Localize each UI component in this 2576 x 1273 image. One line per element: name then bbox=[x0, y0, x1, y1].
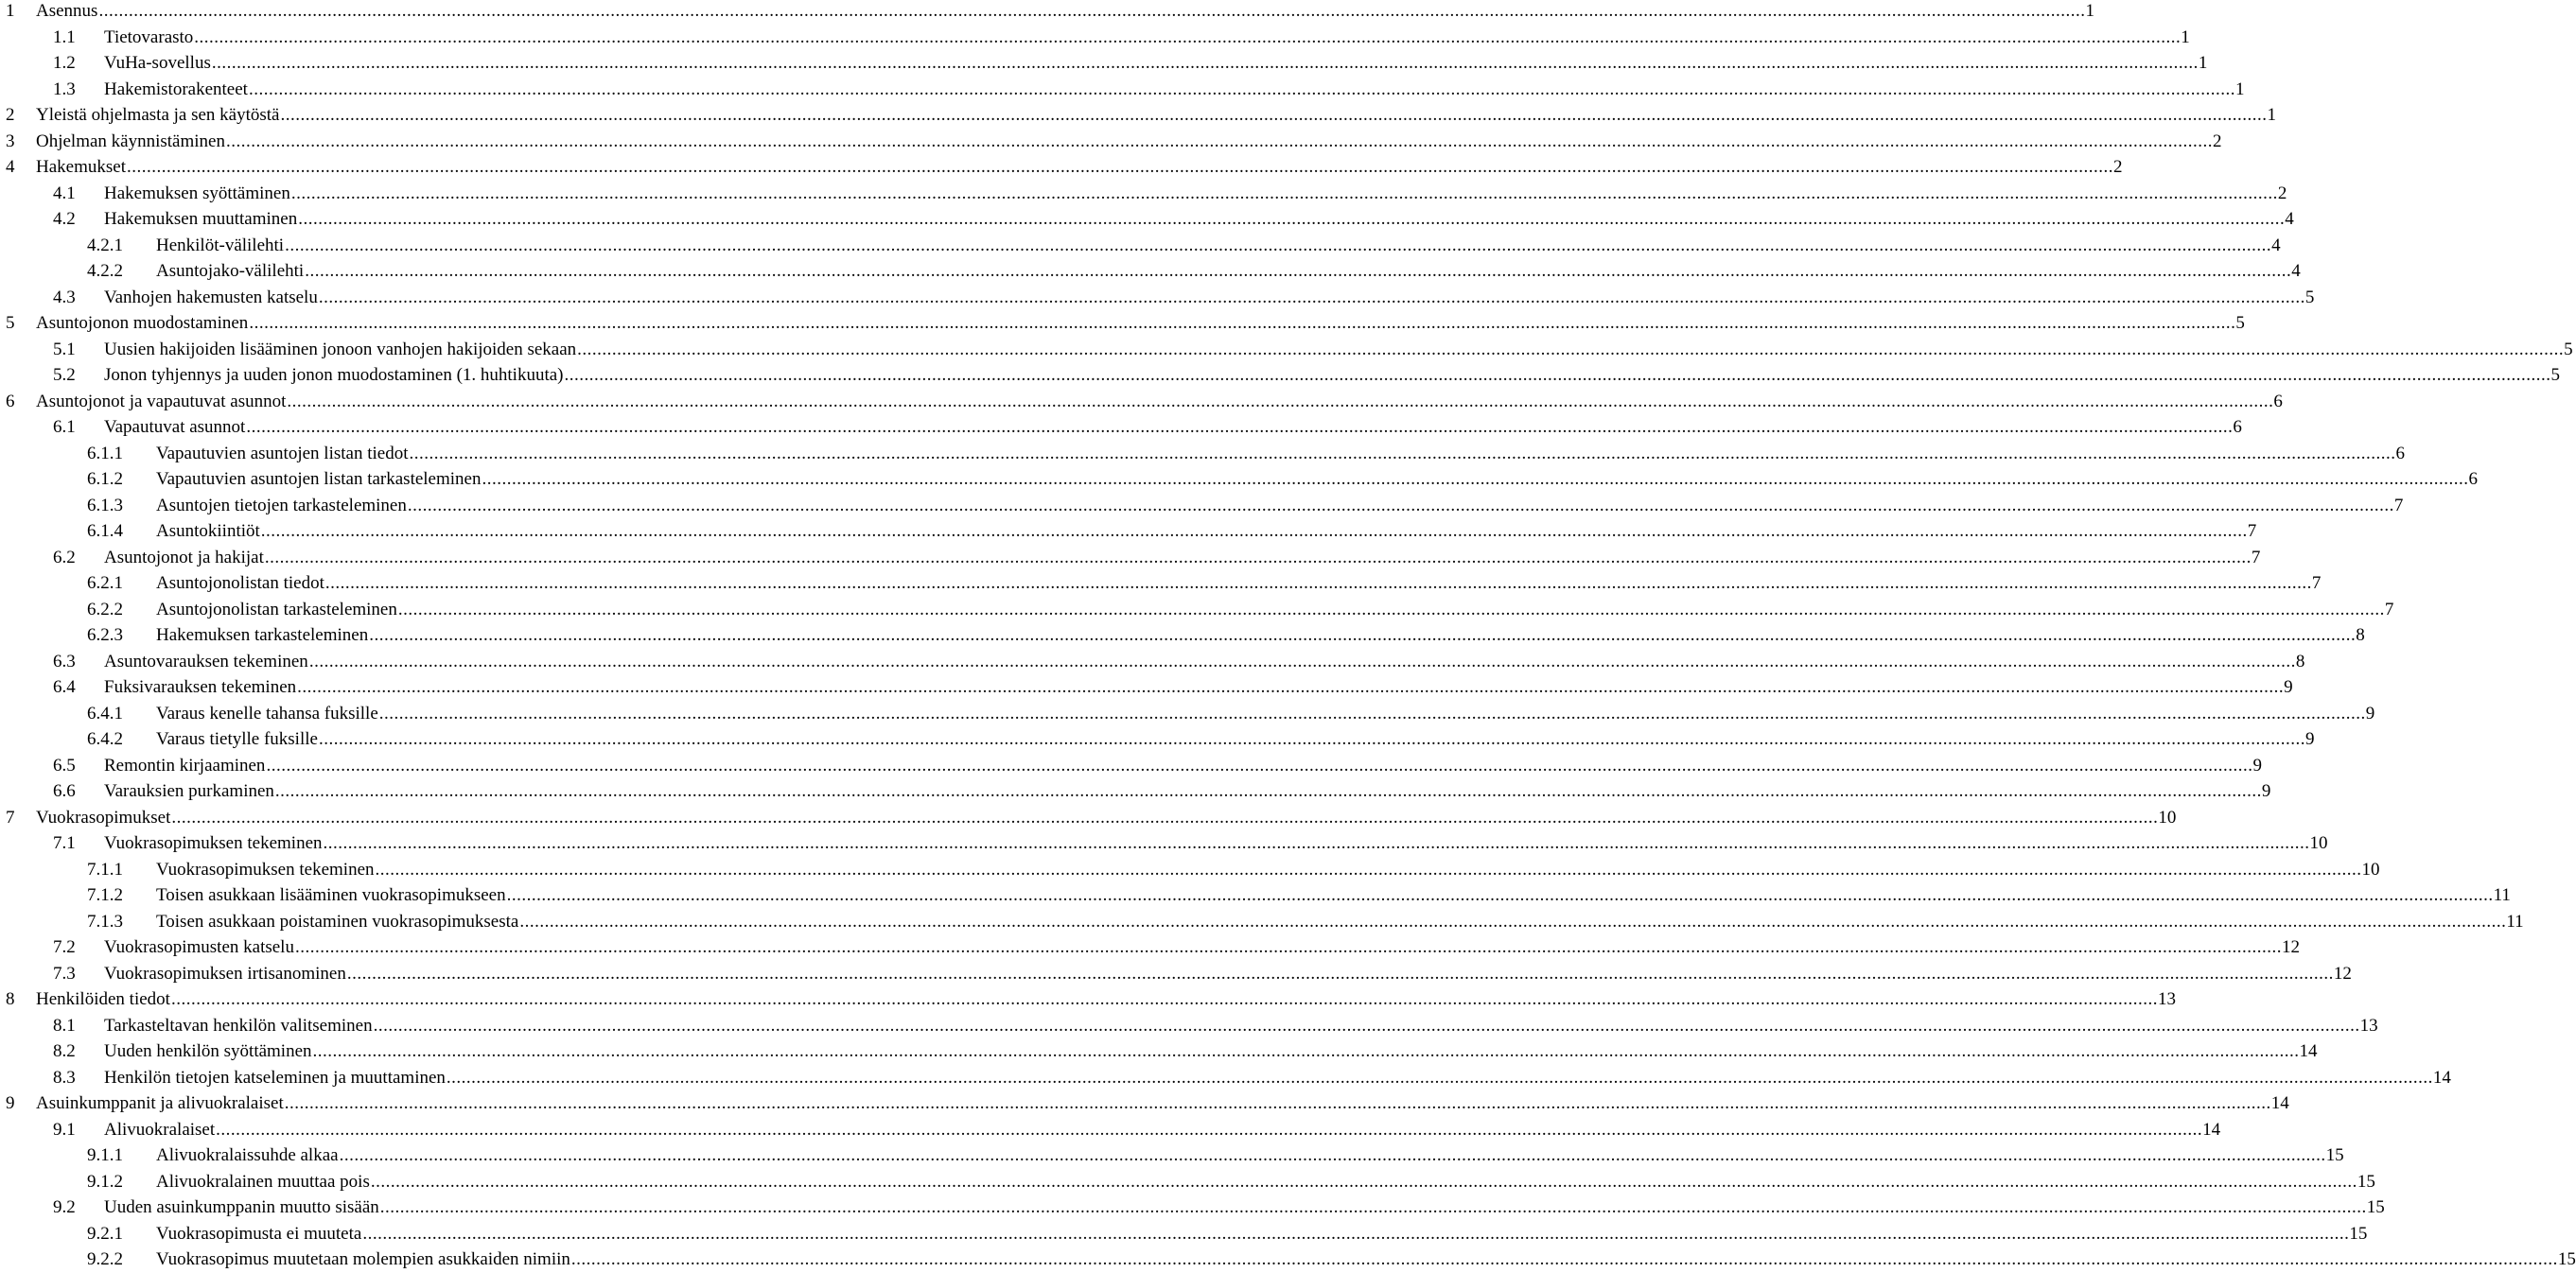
toc-entry[interactable] bbox=[0, 0, 2094, 25]
dot-leader: ................................................................................................................................................................................................................................................................................................................................................................................................................ bbox=[379, 1197, 2367, 1217]
dot-leader: ................................................................................................................................................................................................................................................................................................................................................................................................................ bbox=[369, 625, 2357, 645]
toc-entry-line bbox=[156, 466, 2478, 493]
toc-entry-number: 4.2.1 bbox=[87, 235, 123, 255]
toc-entry-page: 9 bbox=[2305, 726, 2315, 753]
dot-leader: ................................................................................................................................................................................................................................................................................................................................................................................................................ bbox=[375, 859, 2362, 880]
toc-entry[interactable] bbox=[0, 1221, 2368, 1247]
toc-entry-number: 4.2.2 bbox=[87, 261, 123, 281]
toc-entry-number: 5.2 bbox=[53, 365, 76, 385]
toc-entry-line bbox=[156, 1221, 2368, 1247]
dot-leader: ................................................................................................................................................................................................................................................................................................................................................................................................................ bbox=[482, 469, 2469, 489]
toc-entry[interactable] bbox=[0, 50, 2208, 77]
toc-entry-title: Vuokrasopimuksen tekeminen bbox=[104, 830, 324, 857]
toc-entry[interactable] bbox=[0, 674, 2293, 701]
toc-entry[interactable] bbox=[0, 1013, 2378, 1039]
toc-entry-title: Henkilön tietojen katseleminen ja muuttaminen bbox=[104, 1065, 447, 1091]
dot-leader: ................................................................................................................................................................................................................................................................................................................................................................................................................ bbox=[274, 781, 2262, 801]
toc-entry-page: 15 bbox=[2558, 1247, 2576, 1273]
toc-entry-line bbox=[156, 233, 2281, 259]
toc-entry-title: Alivuokralaissuhde alkaa bbox=[156, 1142, 340, 1169]
toc-entry-line bbox=[104, 362, 2561, 389]
dot-leader: ................................................................................................................................................................................................................................................................................................................................................................................................................ bbox=[312, 1041, 2300, 1061]
toc-entry-line bbox=[104, 77, 2245, 103]
dot-leader: ................................................................................................................................................................................................................................................................................................................................................................................................................ bbox=[519, 911, 2507, 932]
toc-entry[interactable] bbox=[0, 701, 2375, 727]
toc-entry-page: 10 bbox=[2158, 805, 2176, 831]
toc-entry[interactable] bbox=[0, 25, 2190, 51]
dot-leader: ................................................................................................................................................................................................................................................................................................................................................................................................................ bbox=[246, 417, 2234, 437]
dot-leader: ................................................................................................................................................................................................................................................................................................................................................................................................................ bbox=[378, 703, 2366, 724]
toc-entry-title: Vuokrasopimuksen tekeminen bbox=[156, 857, 376, 883]
toc-entry-page: 5 bbox=[2551, 362, 2561, 389]
toc-entry-page: 2 bbox=[2113, 154, 2123, 181]
toc-entry-page: 4 bbox=[2285, 206, 2294, 233]
toc-entry-page: 11 bbox=[2494, 882, 2511, 909]
toc-entry-number: 6.2.2 bbox=[87, 599, 123, 619]
toc-entry-page: 5 bbox=[2235, 310, 2245, 337]
toc-entry-line bbox=[104, 674, 2293, 701]
toc-entry[interactable] bbox=[0, 597, 2394, 623]
dot-leader: ................................................................................................................................................................................................................................................................................................................................................................................................................ bbox=[409, 443, 2396, 463]
toc-entry-line bbox=[104, 753, 2262, 779]
toc-entry-page: 5 bbox=[2305, 285, 2315, 311]
toc-entry[interactable] bbox=[0, 986, 2176, 1013]
dot-leader: ................................................................................................................................................................................................................................................................................................................................................................................................................ bbox=[506, 885, 2494, 905]
toc-entry-page: 11 bbox=[2506, 909, 2523, 935]
toc-entry-line bbox=[104, 1038, 2318, 1065]
dot-leader: ................................................................................................................................................................................................................................................................................................................................................................................................................ bbox=[194, 26, 2182, 47]
toc-entry-title: Varaus kenelle tahansa fuksille bbox=[156, 701, 379, 727]
toc-entry[interactable] bbox=[0, 233, 2281, 259]
toc-entry-title: Alivuokralaiset bbox=[104, 1117, 216, 1143]
toc-entry-page: 7 bbox=[2252, 545, 2261, 571]
toc-entry-page: 2 bbox=[2278, 181, 2287, 207]
toc-entry-page: 4 bbox=[2271, 233, 2281, 259]
toc-entry-number: 6.2.3 bbox=[87, 625, 123, 645]
toc-entry-page: 1 bbox=[2085, 0, 2094, 25]
toc-entry[interactable] bbox=[0, 1195, 2385, 1221]
dot-leader: ................................................................................................................................................................................................................................................................................................................................................................................................................ bbox=[308, 651, 2296, 671]
toc-entry-title: Vuokrasopimus muutetaan molempien asukkaiden nimiin bbox=[156, 1247, 571, 1273]
toc-entry-number: 9.2 bbox=[53, 1197, 76, 1217]
toc-entry-number: 6.1.3 bbox=[87, 495, 123, 515]
toc-entry-number: 5 bbox=[6, 313, 15, 333]
toc-entry-title: Asuntojonot ja hakijat bbox=[104, 545, 265, 571]
toc-entry-title: Alivuokralainen muuttaa pois bbox=[156, 1169, 371, 1195]
toc-entry[interactable] bbox=[0, 493, 2404, 519]
toc-entry-title: Henkilöiden tiedot bbox=[36, 986, 171, 1013]
toc-entry-page: 4 bbox=[2291, 258, 2301, 285]
dot-leader: ................................................................................................................................................................................................................................................................................................................................................................................................................ bbox=[318, 729, 2305, 749]
dot-leader: ................................................................................................................................................................................................................................................................................................................................................................................................................ bbox=[211, 53, 2199, 73]
toc-entry-line bbox=[156, 258, 2301, 285]
dot-leader: ................................................................................................................................................................................................................................................................................................................................................................................................................ bbox=[264, 547, 2252, 567]
toc-entry-line bbox=[104, 181, 2287, 207]
toc-entry[interactable] bbox=[0, 622, 2365, 649]
toc-entry-title: Vuokrasopimuksen irtisanominen bbox=[104, 961, 347, 987]
toc-entry-line bbox=[156, 726, 2315, 753]
toc-entry-line bbox=[36, 1090, 2289, 1117]
dot-leader: ................................................................................................................................................................................................................................................................................................................................................................................................................ bbox=[171, 807, 2159, 828]
toc-entry-line bbox=[104, 1065, 2451, 1091]
toc-entry-title: Vuokrasopimusta ei muuteta bbox=[156, 1221, 362, 1247]
toc-entry-page: 7 bbox=[2385, 597, 2394, 623]
toc-entry-number: 9.1 bbox=[53, 1119, 76, 1140]
dot-leader: ................................................................................................................................................................................................................................................................................................................................................................................................................ bbox=[339, 1145, 2326, 1165]
toc-entry-number: 7.1.2 bbox=[87, 885, 123, 905]
toc-entry-line bbox=[104, 649, 2305, 675]
toc-entry[interactable] bbox=[0, 882, 2511, 909]
toc-entry-title: Varaus tietylle fuksille bbox=[156, 726, 319, 753]
toc-entry-title: Vapautuvien asuntojen listan tiedot bbox=[156, 441, 409, 467]
dot-leader: ................................................................................................................................................................................................................................................................................................................................................................................................................ bbox=[287, 391, 2274, 411]
toc-entry-line bbox=[156, 857, 2380, 883]
toc-entry-number: 9.1.1 bbox=[87, 1145, 123, 1165]
toc-entry-page: 14 bbox=[2202, 1117, 2220, 1143]
toc-entry-page: 12 bbox=[2282, 934, 2300, 961]
toc-entry-line bbox=[36, 986, 2176, 1013]
toc-entry-line bbox=[104, 1195, 2385, 1221]
toc-entry-page: 10 bbox=[2310, 830, 2328, 857]
toc-entry-number: 1.2 bbox=[53, 53, 76, 73]
toc-entry-number: 6.2.1 bbox=[87, 573, 123, 593]
toc-entry-page: 9 bbox=[2366, 701, 2375, 727]
toc-entry-number: 6 bbox=[6, 391, 15, 411]
toc-entry-number: 8.2 bbox=[53, 1041, 76, 1061]
toc-entry-number: 6.4.1 bbox=[87, 703, 123, 724]
dot-leader: ................................................................................................................................................................................................................................................................................................................................................................................................................ bbox=[285, 235, 2272, 255]
dot-leader: ................................................................................................................................................................................................................................................................................................................................................................................................................ bbox=[249, 313, 2236, 333]
dot-leader: ................................................................................................................................................................................................................................................................................................................................................................................................................ bbox=[323, 833, 2310, 853]
dot-leader: ................................................................................................................................................................................................................................................................................................................................................................................................................ bbox=[324, 573, 2312, 593]
toc-entry-page: 10 bbox=[2362, 857, 2380, 883]
toc-entry[interactable] bbox=[0, 545, 2261, 571]
dot-leader: ................................................................................................................................................................................................................................................................................................................................................................................................................ bbox=[126, 157, 2113, 177]
toc-entry-number: 8.1 bbox=[53, 1015, 76, 1036]
dot-leader: ................................................................................................................................................................................................................................................................................................................................................................................................................ bbox=[298, 209, 2286, 229]
toc-entry-page: 2 bbox=[2213, 129, 2222, 155]
toc-entry-line bbox=[156, 909, 2524, 935]
toc-entry[interactable] bbox=[0, 805, 2177, 831]
toc-entry-number: 7.1 bbox=[53, 833, 76, 853]
toc-entry-page: 9 bbox=[2252, 753, 2262, 779]
toc-entry[interactable] bbox=[0, 857, 2380, 883]
toc-entry-line bbox=[104, 206, 2294, 233]
toc-entry-title: Tarkasteltavan henkilön valitseminen bbox=[104, 1013, 374, 1039]
dot-leader: ................................................................................................................................................................................................................................................................................................................................................................................................................ bbox=[577, 339, 2565, 359]
toc-entry-title: Tietovarasto bbox=[104, 25, 194, 51]
toc-entry[interactable] bbox=[0, 649, 2305, 675]
toc-entry-line bbox=[156, 597, 2394, 623]
toc-entry-number: 3 bbox=[6, 131, 15, 151]
toc-entry-number: 1.1 bbox=[53, 26, 76, 47]
toc-entry[interactable] bbox=[0, 726, 2315, 753]
dot-leader: ................................................................................................................................................................................................................................................................................................................................................................................................................ bbox=[305, 261, 2292, 281]
toc-entry[interactable] bbox=[0, 441, 2405, 467]
toc-entry-number: 7.2 bbox=[53, 937, 76, 957]
toc-entry-number: 6.6 bbox=[53, 781, 76, 801]
toc-entry-page: 13 bbox=[2158, 986, 2176, 1013]
toc-entry[interactable] bbox=[0, 1169, 2375, 1195]
dot-leader: ................................................................................................................................................................................................................................................................................................................................................................................................................ bbox=[318, 287, 2305, 307]
dot-leader: ................................................................................................................................................................................................................................................................................................................................................................................................................ bbox=[346, 963, 2334, 984]
toc-entry-line bbox=[36, 805, 2177, 831]
toc-entry[interactable] bbox=[0, 1090, 2289, 1117]
toc-entry-line bbox=[156, 518, 2257, 545]
toc-entry-number: 4.2 bbox=[53, 209, 76, 229]
toc-entry[interactable] bbox=[0, 154, 2123, 181]
toc-entry-line bbox=[104, 778, 2271, 805]
toc-entry[interactable] bbox=[0, 518, 2257, 545]
toc-entry-number: 7.1.1 bbox=[87, 859, 123, 880]
toc-entry-number: 7.3 bbox=[53, 963, 76, 984]
toc-entry-title: Varauksien purkaminen bbox=[104, 778, 275, 805]
toc-entry-page: 6 bbox=[2273, 389, 2283, 415]
toc-entry-line bbox=[156, 1169, 2375, 1195]
toc-entry-line bbox=[36, 129, 2222, 155]
toc-entry-page: 6 bbox=[2468, 466, 2478, 493]
toc-entry-line bbox=[104, 414, 2242, 441]
toc-entry-page: 8 bbox=[2356, 622, 2365, 649]
toc-entry-page: 13 bbox=[2360, 1013, 2378, 1039]
dot-leader: ................................................................................................................................................................................................................................................................................................................................................................................................................ bbox=[280, 105, 2268, 125]
toc-entry-title: Uuden henkilön syöttäminen bbox=[104, 1038, 313, 1065]
toc-entry-title: Asuntojen tietojen tarkasteleminen bbox=[156, 493, 408, 519]
toc-entry-title: Asuntojonot ja vapautuvat asunnot bbox=[36, 389, 287, 415]
dot-leader: ................................................................................................................................................................................................................................................................................................................................................................................................................ bbox=[216, 1119, 2203, 1140]
dot-leader: ................................................................................................................................................................................................................................................................................................................................................................................................................ bbox=[170, 989, 2158, 1009]
toc-entry-line bbox=[156, 570, 2322, 597]
toc-entry-page: 7 bbox=[2248, 518, 2257, 545]
toc-entry-title: Vuokrasopimusten katselu bbox=[104, 934, 295, 961]
toc-entry-title: Hakemukset bbox=[36, 154, 127, 181]
toc-entry-page: 7 bbox=[2394, 493, 2404, 519]
toc-entry[interactable] bbox=[0, 1142, 2344, 1169]
toc-entry[interactable] bbox=[0, 389, 2283, 415]
toc-entry[interactable] bbox=[0, 1117, 2221, 1143]
toc-entry-number: 4.3 bbox=[53, 287, 76, 307]
toc-entry-page: 1 bbox=[2267, 102, 2276, 129]
toc-entry-line bbox=[104, 50, 2208, 77]
toc-entry-title: Hakemuksen tarkasteleminen bbox=[156, 622, 369, 649]
toc-entry-line bbox=[104, 285, 2315, 311]
toc-entry-title: Ohjelman käynnistäminen bbox=[36, 129, 226, 155]
toc-entry[interactable] bbox=[0, 961, 2352, 987]
toc-entry-title: Hakemistorakenteet bbox=[104, 77, 249, 103]
toc-entry-title: Toisen asukkaan lisääminen vuokrasopimukseen bbox=[156, 882, 507, 909]
toc-entry-number: 6.1.4 bbox=[87, 521, 123, 541]
toc-entry-number: 6.5 bbox=[53, 755, 76, 776]
toc-entry-line bbox=[104, 1013, 2378, 1039]
toc-entry-line bbox=[104, 1117, 2221, 1143]
toc-entry-page: 15 bbox=[2357, 1169, 2375, 1195]
toc-entry-number: 6.4 bbox=[53, 677, 76, 697]
toc-entry[interactable] bbox=[0, 181, 2287, 207]
dot-leader: ................................................................................................................................................................................................................................................................................................................................................................................................................ bbox=[284, 1093, 2271, 1113]
toc-entry[interactable] bbox=[0, 830, 2328, 857]
toc-entry-page: 15 bbox=[2349, 1221, 2367, 1247]
toc-entry-line bbox=[104, 830, 2328, 857]
toc-entry-line bbox=[36, 154, 2123, 181]
toc-entry-number: 6.1.2 bbox=[87, 469, 123, 489]
toc-entry-title: Asuntojonolistan tarkasteleminen bbox=[156, 597, 398, 623]
toc-entry-title: Hakemuksen syöttäminen bbox=[104, 181, 291, 207]
toc-entry-number: 4 bbox=[6, 157, 15, 177]
toc-entry-line bbox=[36, 389, 2283, 415]
toc-entry-number: 9.2.1 bbox=[87, 1223, 123, 1244]
toc-entry-page: 15 bbox=[2367, 1195, 2385, 1221]
toc-entry[interactable] bbox=[0, 1247, 2576, 1273]
toc-entry-line bbox=[104, 961, 2352, 987]
toc-entry[interactable] bbox=[0, 77, 2245, 103]
dot-leader: ................................................................................................................................................................................................................................................................................................................................................................................................................ bbox=[446, 1067, 2433, 1088]
toc-entry[interactable] bbox=[0, 1065, 2451, 1091]
toc-entry-number: 6.4.2 bbox=[87, 729, 123, 749]
toc-entry-line bbox=[36, 0, 2094, 25]
toc-entry[interactable] bbox=[0, 414, 2242, 441]
toc-entry-line bbox=[104, 25, 2190, 51]
dot-leader: ................................................................................................................................................................................................................................................................................................................................................................................................................ bbox=[570, 1249, 2558, 1269]
dot-leader: ................................................................................................................................................................................................................................................................................................................................................................................................................ bbox=[225, 131, 2213, 151]
toc-entry-title: Asuntojako-välilehti bbox=[156, 258, 305, 285]
toc-entry-title: Uusien hakijoiden lisääminen jonoon vanhojen hakijoiden sekaan bbox=[104, 337, 577, 363]
toc-entry-title: Asuntokiintiöt bbox=[156, 518, 261, 545]
dot-leader: ................................................................................................................................................................................................................................................................................................................................................................................................................ bbox=[248, 78, 2235, 99]
toc-entry-number: 9.1.2 bbox=[87, 1171, 123, 1192]
dot-leader: ................................................................................................................................................................................................................................................................................................................................................................................................................ bbox=[370, 1171, 2357, 1192]
toc-entry-number: 9.2.2 bbox=[87, 1249, 123, 1269]
toc-entry[interactable] bbox=[0, 909, 2524, 935]
toc-entry-page: 12 bbox=[2334, 961, 2352, 987]
toc-entry-line bbox=[156, 441, 2405, 467]
toc-entry-title: Henkilöt-välilehti bbox=[156, 233, 285, 259]
toc-entry-number: 6.3 bbox=[53, 651, 76, 671]
toc-entry-title: VuHa-sovellus bbox=[104, 50, 212, 77]
toc-entry-title: Uuden asuinkumppanin muutto sisään bbox=[104, 1195, 380, 1221]
toc-entry-line bbox=[104, 934, 2300, 961]
dot-leader: ................................................................................................................................................................................................................................................................................................................................................................................................................ bbox=[98, 1, 2086, 21]
toc-entry-number: 7 bbox=[6, 807, 15, 828]
toc-entry-title: Fuksivarauksen tekeminen bbox=[104, 674, 297, 701]
toc-entry-line bbox=[156, 622, 2365, 649]
toc-entry-page: 9 bbox=[2262, 778, 2271, 805]
toc-entry-line bbox=[36, 102, 2276, 129]
toc-entry-number: 1.3 bbox=[53, 78, 76, 99]
toc-entry-title: Asuntovarauksen tekeminen bbox=[104, 649, 309, 675]
toc-entry-title: Jonon tyhjennys ja uuden jonon muodostaminen (1. huhtikuuta) bbox=[104, 362, 565, 389]
dot-leader: ................................................................................................................................................................................................................................................................................................................................................................................................................ bbox=[260, 521, 2248, 541]
toc-entry-number: 6.1.1 bbox=[87, 443, 123, 463]
toc-entry-page: 6 bbox=[2233, 414, 2242, 441]
toc-entry-page: 14 bbox=[2271, 1090, 2289, 1117]
toc-entry-line bbox=[156, 701, 2375, 727]
toc-entry-number: 6.2 bbox=[53, 547, 76, 567]
toc-entry-page: 1 bbox=[2235, 77, 2245, 103]
toc-entry-title: Asuntojonon muodostaminen bbox=[36, 310, 249, 337]
toc-entry-title: Asuntojonolistan tiedot bbox=[156, 570, 325, 597]
toc-entry-line bbox=[156, 1142, 2344, 1169]
toc-entry-title: Yleistä ohjelmasta ja sen käytöstä bbox=[36, 102, 280, 129]
toc-entry-number: 7.1.3 bbox=[87, 911, 123, 932]
toc-entry-title: Asuinkumppanit ja alivuokralaiset bbox=[36, 1090, 285, 1117]
toc-entry-page: 14 bbox=[2433, 1065, 2451, 1091]
toc-entry-page: 7 bbox=[2312, 570, 2322, 597]
toc-entry-line bbox=[104, 545, 2261, 571]
dot-leader: ................................................................................................................................................................................................................................................................................................................................................................................................................ bbox=[397, 599, 2385, 619]
toc-entry-page: 8 bbox=[2296, 649, 2305, 675]
toc-entry-number: 5.1 bbox=[53, 339, 76, 359]
toc-entry-title: Hakemuksen muuttaminen bbox=[104, 206, 298, 233]
toc-entry-title: Asennus bbox=[36, 0, 98, 25]
toc-entry-number: 2 bbox=[6, 105, 15, 125]
toc-entry-line bbox=[36, 310, 2245, 337]
toc-entry[interactable] bbox=[0, 206, 2294, 233]
toc-entry[interactable] bbox=[0, 466, 2478, 493]
toc-entry-title: Vapautuvien asuntojen listan tarkasteleminen bbox=[156, 466, 482, 493]
toc-entry-page: 5 bbox=[2564, 337, 2573, 363]
toc-entry-page: 14 bbox=[2300, 1038, 2318, 1065]
dot-leader: ................................................................................................................................................................................................................................................................................................................................................................................................................ bbox=[564, 365, 2551, 385]
dot-leader: ................................................................................................................................................................................................................................................................................................................................................................................................................ bbox=[266, 755, 2253, 776]
dot-leader: ................................................................................................................................................................................................................................................................................................................................................................................................................ bbox=[362, 1223, 2350, 1244]
toc-entry-page: 6 bbox=[2395, 441, 2405, 467]
dot-leader: ................................................................................................................................................................................................................................................................................................................................................................................................................ bbox=[373, 1015, 2360, 1036]
toc-entry[interactable] bbox=[0, 310, 2245, 337]
toc-entry[interactable] bbox=[0, 1038, 2318, 1065]
toc-entry-title: Vapautuvat asunnot bbox=[104, 414, 246, 441]
toc-entry-number: 8.3 bbox=[53, 1067, 76, 1088]
toc-entry-line bbox=[156, 882, 2511, 909]
toc-entry[interactable] bbox=[0, 129, 2222, 155]
toc-entry-title: Remontin kirjaaminen bbox=[104, 753, 266, 779]
toc-entry-number: 8 bbox=[6, 989, 15, 1009]
toc-entry-number: 1 bbox=[6, 1, 15, 21]
toc-entry-title: Toisen asukkaan poistaminen vuokrasopimuksesta bbox=[156, 909, 519, 935]
toc-entry-number: 9 bbox=[6, 1093, 15, 1113]
toc-entry[interactable] bbox=[0, 934, 2300, 961]
dot-leader: ................................................................................................................................................................................................................................................................................................................................................................................................................ bbox=[407, 495, 2394, 515]
toc-entry-title: Vanhojen hakemusten katselu bbox=[104, 285, 319, 311]
toc-entry-page: 1 bbox=[2181, 25, 2190, 51]
toc-entry[interactable] bbox=[0, 570, 2322, 597]
dot-leader: ................................................................................................................................................................................................................................................................................................................................................................................................................ bbox=[290, 183, 2278, 203]
toc-entry[interactable] bbox=[0, 778, 2271, 805]
toc-entry[interactable] bbox=[0, 753, 2262, 779]
toc-entry[interactable] bbox=[0, 285, 2315, 311]
toc-entry[interactable] bbox=[0, 102, 2276, 129]
dot-leader: ................................................................................................................................................................................................................................................................................................................................................................................................................ bbox=[297, 677, 2285, 697]
toc-entry[interactable] bbox=[0, 362, 2561, 389]
toc-entry[interactable] bbox=[0, 337, 2573, 363]
toc-entry-page: 15 bbox=[2326, 1142, 2344, 1169]
toc-entry-line bbox=[104, 337, 2573, 363]
toc-entry-number: 6.1 bbox=[53, 417, 76, 437]
toc-entry-line bbox=[156, 493, 2404, 519]
toc-entry-title: Vuokrasopimukset bbox=[36, 805, 171, 831]
toc-entry-line bbox=[156, 1247, 2576, 1273]
toc-entry[interactable] bbox=[0, 258, 2301, 285]
toc-entry-number: 4.1 bbox=[53, 183, 76, 203]
toc-entry-page: 9 bbox=[2284, 674, 2293, 701]
dot-leader: ................................................................................................................................................................................................................................................................................................................................................................................................................ bbox=[294, 937, 2282, 957]
toc-entry-page: 1 bbox=[2199, 50, 2208, 77]
